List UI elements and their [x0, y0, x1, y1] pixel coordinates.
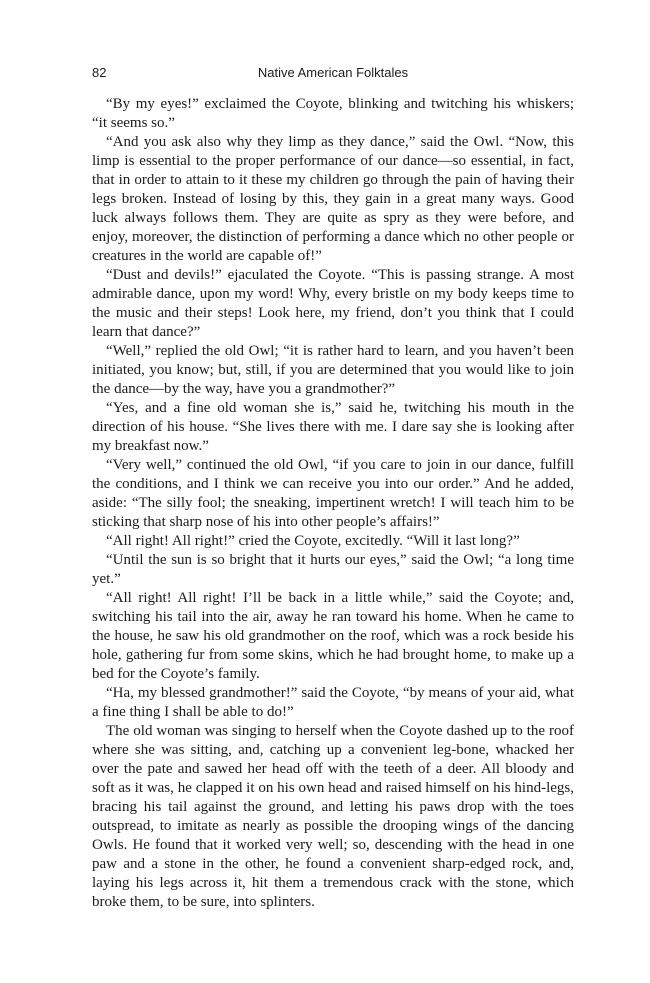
paragraph: “Very well,” continued the old Owl, “if you care to join in our dance, fulfill the conditions, and I think we can receive you into our order.” And he added, aside: “The silly fool; the sneaking, impertinent wretch! I will teach him to be sticking that sharp nose of his into other people’s affairs!”: [92, 457, 574, 530]
paragraph: “Ha, my blessed grandmother!” said the Coyote, “by means of your aid, what a fine thing I shall be able to do!”: [92, 685, 574, 720]
paragraph: The old woman was singing to herself when the Coyote dashed up to the roof where she was sitting, and, catching up a convenient leg-bone, whacked her over the pate and sawed her head off with the teeth of a deer. All bloody and soft as it was, he clapped it on his own head and raised himself on his hind-legs, bracing his tail against the ground, and letting his paws drop with the toes outspread, to imitate as nearly as possible the drooping wings of the dancing Owls. He found that it worked very well; so, descending with the head in one paw and a stone in the other, he found a convenient sharp-edged rock, and, laying his legs across it, hit them a tremendous crack with the stone, which broke them, to be sure, into splinters.: [92, 723, 574, 910]
paragraph: “And you ask also why they limp as they dance,” said the Owl. “Now, this limp is essential to the proper performance of our dance—so essential, in fact, that in order to attain to it these my children go through the pain of having their legs broken. Instead of losing by this, they gain in a great many ways. Good luck always follows them. They are quite as spry as they were before, and enjoy, moreover, the distinction of performing a dance which no other people or creatures in the world are capable of!”: [92, 134, 574, 264]
running-title: Native American Folktales: [257, 65, 409, 80]
paragraph: “All right! All right!” cried the Coyote, excitedly. “Will it last long?”: [106, 533, 520, 549]
body-text: [92, 95, 574, 912]
paragraph: “Well,” replied the old Owl; “it is rather hard to learn, and you haven’t been initiated, you know; but, still, if you are determined that you would like to join the dance—by the way, have you a grandmother?”: [92, 343, 574, 397]
paragraph: “By my eyes!” exclaimed the Coyote, blinking and twitching his whiskers; “it seems so.”: [92, 96, 574, 131]
page-number: 82: [92, 65, 107, 80]
paragraph: “Yes, and a fine old woman she is,” said he, twitching his mouth in the direction of his house. “She lives there with me. I dare say she is looking after my breakfast now.”: [92, 400, 574, 454]
paragraph: “Dust and devils!” ejaculated the Coyote. “This is passing strange. A most admirable dance, upon my word! Why, every bristle on my body keeps time to the music and their steps! Look here, my friend, don’t you think that I could learn that dance?”: [92, 267, 574, 340]
running-head: [92, 65, 574, 83]
paragraph: “All right! All right! I’ll be back in a little while,” said the Coyote; and, switching his tail into the air, away he ran toward his home. When he came to the house, he saw his old grandmother on the roof, which was a rock beside his hole, gathering fur from some skins, which he had brought home, to make up a bed for the Coyote’s family.: [92, 590, 574, 682]
paragraph: “Until the sun is so bright that it hurts our eyes,” said the Owl; “a long time yet.”: [92, 552, 574, 587]
